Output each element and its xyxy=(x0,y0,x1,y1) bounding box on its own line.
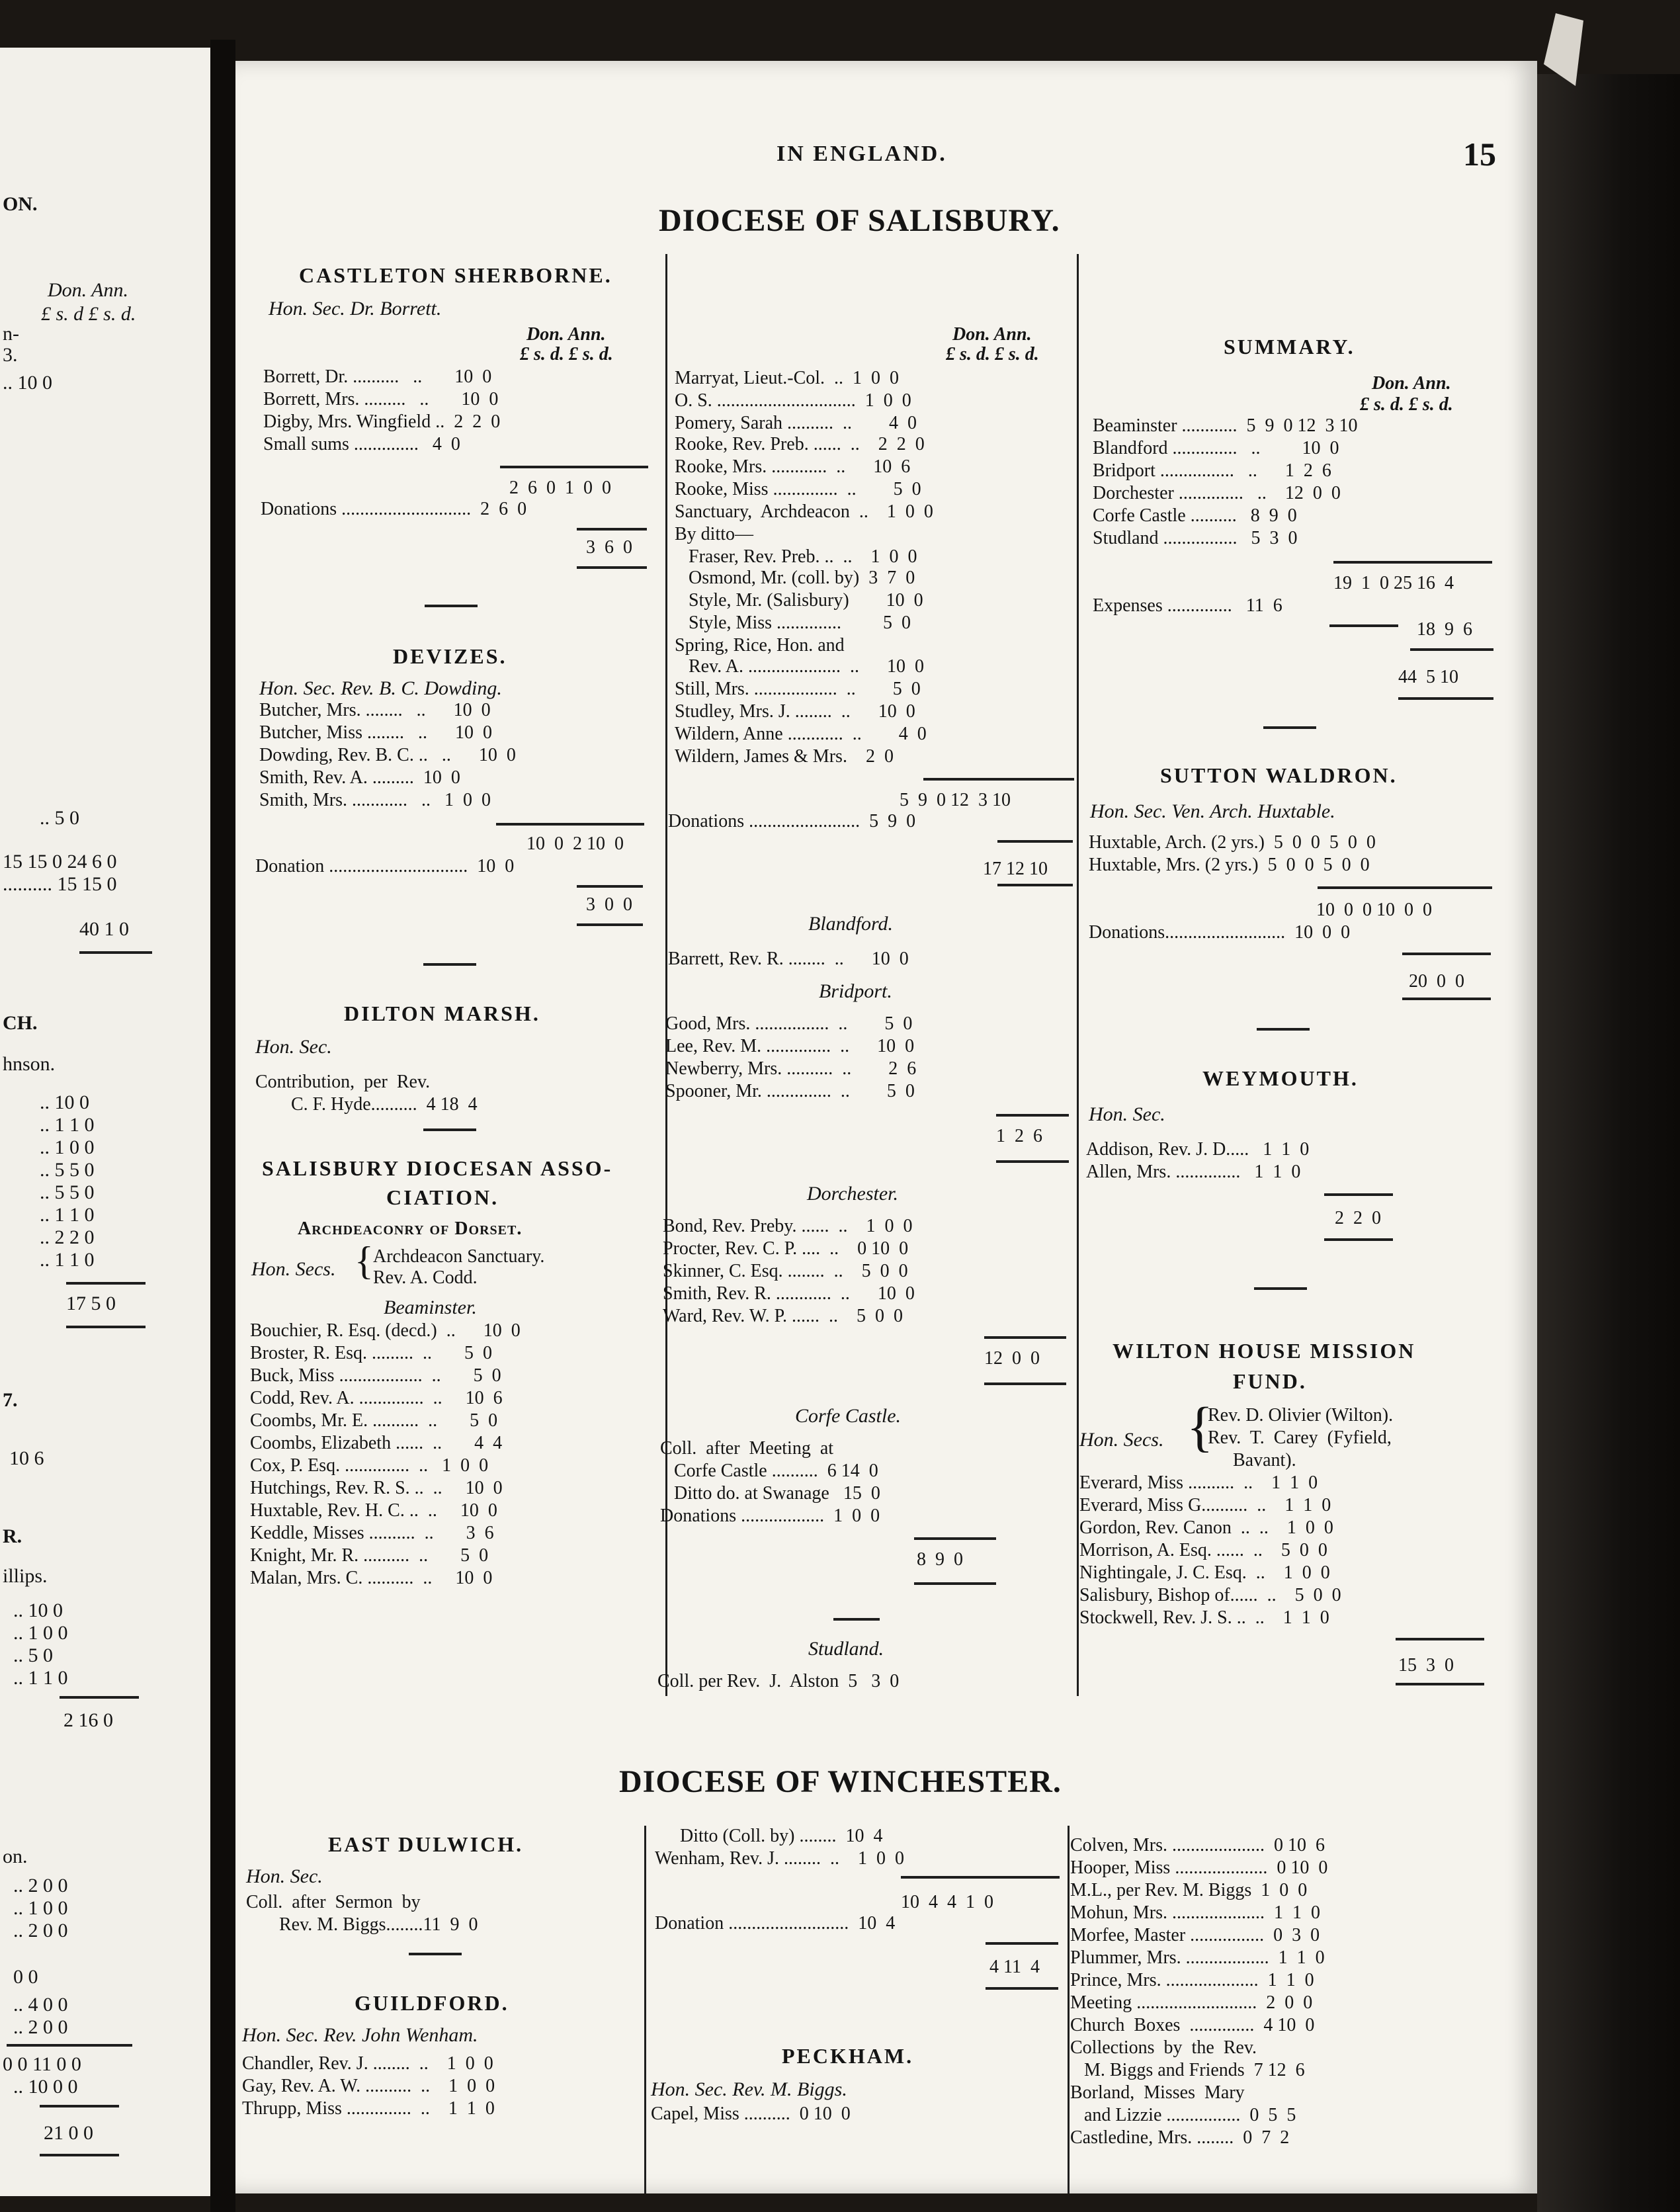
prev-fragment: .. 1 0 0 xyxy=(13,1897,68,1919)
entry-row: Gay, Rev. A. W. .......... .. 1 0 0 xyxy=(242,2076,495,2096)
entry-row: Castledine, Mrs. ........ 0 7 2 xyxy=(1070,2127,1290,2148)
entry-row: Wildern, James & Mrs. 2 0 xyxy=(675,746,894,767)
prev-fragment: 17 5 0 xyxy=(66,1293,116,1314)
donations-row: Donations.......................... 10 0 0 xyxy=(1089,922,1351,943)
entry-row: Butcher, Miss ........ .. 10 0 xyxy=(259,722,492,743)
entry-row: Addison, Rev. J. D..... 1 1 0 xyxy=(1086,1139,1310,1160)
entry-row: Spring, Rice, Hon. and xyxy=(675,635,845,656)
prev-fragment: .. 2 0 0 xyxy=(13,1875,68,1896)
prev-fragment: 10 6 xyxy=(9,1447,44,1469)
entry-row: Dowding, Rev. B. C. .. .. 10 0 xyxy=(259,745,516,765)
entry-row: Broster, R. Esq. ......... .. 5 0 xyxy=(250,1343,492,1363)
entry-row: Butcher, Mrs. ........ .. 10 0 xyxy=(259,700,491,720)
entry-row: Rooke, Miss .............. .. 5 0 xyxy=(675,479,921,499)
prev-fragment: illips. xyxy=(3,1565,48,1587)
diocese-salisbury-title: DIOCESE OF SALISBURY. xyxy=(659,203,1060,238)
prev-fragment: .. 10 0 0 xyxy=(13,2076,78,2098)
total: 2 2 0 xyxy=(1335,1208,1381,1228)
entry-row: and Lizzie ................ 0 5 5 xyxy=(1070,2105,1296,2125)
book-gutter xyxy=(210,40,235,2212)
entry-row: Meeting .......................... 2 0 0 xyxy=(1070,1992,1313,2013)
total: 3 0 0 xyxy=(586,894,632,915)
entry-row: Hutchings, Rev. R. S. .. .. 10 0 xyxy=(250,1478,503,1498)
subsection-head: Dorchester. xyxy=(807,1183,899,1205)
entry-row: Contribution, per Rev. xyxy=(255,1072,431,1092)
column-header: £ s. d. £ s. d. xyxy=(520,344,613,364)
entry-row: Prince, Mrs. .................... 1 1 0 xyxy=(1070,1970,1314,1990)
entry-row: Gordon, Rev. Canon .. .. 1 0 0 xyxy=(1079,1517,1333,1538)
hon-secs-label: Hon. Secs. xyxy=(1079,1429,1164,1451)
page-number: 15 xyxy=(1463,136,1496,173)
prev-fragment: 40 1 0 xyxy=(79,918,129,940)
subtotal: 2 6 0 1 0 0 xyxy=(509,478,611,498)
total: 4 11 4 xyxy=(989,1957,1040,1977)
hon-sec: Hon. Sec. Rev. B. C. Dowding. xyxy=(259,677,502,699)
entry-row: Marryat, Lieut.-Col. .. 1 0 0 xyxy=(675,368,900,388)
entry-row: Everard, Miss .......... .. 1 1 0 xyxy=(1079,1472,1318,1493)
diocese-winchester-title: DIOCESE OF WINCHESTER. xyxy=(619,1764,1062,1799)
total: 20 0 0 xyxy=(1409,971,1464,992)
entry-row: Skinner, C. Esq. ........ .. 5 0 0 xyxy=(663,1261,908,1281)
column-rule xyxy=(644,1826,646,2193)
entry-row: Corfe Castle .......... 8 9 0 xyxy=(1093,505,1297,526)
prev-fragment: hnson. xyxy=(3,1053,56,1075)
entry-row: Barrett, Rev. R. ........ .. 10 0 xyxy=(668,949,909,969)
prev-fragment: .. 5 5 0 xyxy=(40,1181,95,1203)
entry-row: Coll. per Rev. J. Alston 5 3 0 xyxy=(657,1671,900,1691)
prev-fragment: CH. xyxy=(3,1012,38,1034)
column-header: Don. Ann. xyxy=(1372,373,1451,394)
previous-page-fragment xyxy=(0,48,212,2196)
entry-row: Borrett, Mrs. ......... .. 10 0 xyxy=(263,389,499,409)
entry-row: Rev. M. Biggs........11 9 0 xyxy=(279,1914,478,1935)
hon-sec-name: Archdeacon Sanctuary. xyxy=(373,1246,545,1267)
entry-row: Studley, Mrs. J. ........ .. 10 0 xyxy=(675,701,915,722)
entry-row: Capel, Miss .......... 0 10 0 xyxy=(651,2104,851,2124)
subtotal: 10 0 2 10 0 xyxy=(526,833,624,854)
prev-fragment: .. 1 1 0 xyxy=(40,1204,95,1226)
section-title: GUILDFORD. xyxy=(355,1991,509,2015)
entry-row: M. Biggs and Friends 7 12 6 xyxy=(1070,2060,1305,2080)
donation-row: Donation .......................... 10 4 xyxy=(655,1913,896,1934)
entry-row: C. F. Hyde.......... 4 18 4 xyxy=(291,1094,478,1115)
section-title: FUND. xyxy=(1233,1369,1307,1393)
prev-fragment: .. 2 0 0 xyxy=(13,1920,68,1941)
entry-row: Osmond, Mr. (coll. by) 3 7 0 xyxy=(675,568,915,588)
total: 17 12 10 xyxy=(983,859,1048,879)
prev-fragment: 7. xyxy=(3,1389,18,1411)
subtotal: 5 9 0 12 3 10 xyxy=(900,790,1011,810)
prev-fragment: .. 1 1 0 xyxy=(40,1114,95,1136)
subtotal: 10 0 0 10 0 0 xyxy=(1316,900,1432,920)
entry-row: Small sums .............. 4 0 xyxy=(263,434,460,454)
entry-row: Bouchier, R. Esq. (decd.) .. 10 0 xyxy=(250,1320,521,1341)
prev-fragment: 3. xyxy=(3,344,18,366)
entry-row: Corfe Castle .......... 6 14 0 xyxy=(660,1461,878,1481)
entry-row: Coll. after Sermon by xyxy=(246,1892,421,1912)
prev-fragment: n- xyxy=(3,323,19,345)
net-total: 18 9 6 xyxy=(1417,619,1472,640)
donation-row: Donation .............................. 10 0 xyxy=(255,856,515,876)
section-title: EAST DULWICH. xyxy=(328,1832,524,1856)
entry-row: Bond, Rev. Preby. ...... .. 1 0 0 xyxy=(663,1216,913,1236)
section-title: DILTON MARSH. xyxy=(344,1001,540,1025)
donations-row: Donations ............................ 2 6 0 xyxy=(261,499,527,519)
hon-sec: Hon. Sec. Dr. Borrett. xyxy=(269,298,442,319)
hon-sec: Hon. Sec. xyxy=(246,1865,323,1887)
entry-row: Morfee, Master ................ 0 3 0 xyxy=(1070,1925,1320,1945)
entry-row: Rooke, Rev. Preb. ...... .. 2 2 0 xyxy=(675,434,925,454)
subsection-head: Corfe Castle. xyxy=(795,1405,902,1427)
prev-fragment: .......... 15 15 0 xyxy=(3,873,117,895)
entry-row: Keddle, Misses .......... .. 3 6 xyxy=(250,1523,494,1543)
entry-row: Knight, Mr. R. .......... .. 5 0 xyxy=(250,1545,489,1566)
total: 44 5 10 xyxy=(1398,667,1458,687)
column-header: £ s. d. £ s. d. xyxy=(946,344,1039,364)
section-title: CASTLETON SHERBORNE. xyxy=(299,263,612,287)
prev-fragment: 0 0 11 0 0 xyxy=(3,2053,81,2075)
hon-sec: Hon. Sec. xyxy=(255,1036,332,1058)
section-title: SALISBURY DIOCESAN ASSO- xyxy=(262,1156,613,1180)
entry-row: Sanctuary, Archdeacon .. 1 0 0 xyxy=(675,501,933,522)
entry-row: Cox, P. Esq. .............. .. 1 0 0 xyxy=(250,1455,489,1476)
hon-sec: Hon. Sec. Ven. Arch. Huxtable. xyxy=(1090,800,1335,822)
book-page-edge xyxy=(1537,74,1680,2212)
prev-fragment: .. 5 0 xyxy=(13,1644,53,1666)
prev-fragment: £ s. d £ s. d. xyxy=(41,303,136,325)
prev-fragment: .. 10 0 xyxy=(40,1091,89,1113)
entry-row: Malan, Mrs. C. .......... .. 10 0 xyxy=(250,1568,493,1588)
entry-row: Bridport ................ .. 1 2 6 xyxy=(1093,460,1331,481)
expenses-row: Expenses .............. 11 6 xyxy=(1093,595,1282,616)
hon-sec-name: Bavant). xyxy=(1233,1450,1296,1470)
section-title: WEYMOUTH. xyxy=(1202,1066,1359,1090)
entry-row: Procter, Rev. C. P. .... .. 0 10 0 xyxy=(663,1238,909,1259)
entry-row: Studland ................ 5 3 0 xyxy=(1093,528,1298,548)
entry-row: Pomery, Sarah .......... .. 4 0 xyxy=(675,413,917,433)
entry-row: Nightingale, J. C. Esq. .. 1 0 0 xyxy=(1079,1562,1330,1583)
entry-row: Fraser, Rev. Preb. .. .. 1 0 0 xyxy=(675,546,917,567)
brace: { xyxy=(1187,1396,1214,1458)
entry-row: Smith, Mrs. ............ .. 1 0 0 xyxy=(259,790,491,810)
entry-row: By ditto— xyxy=(675,524,754,544)
entry-row: Coombs, Elizabeth ...... .. 4 4 xyxy=(250,1433,503,1453)
prev-fragment: 2 16 0 xyxy=(63,1709,113,1731)
prev-fragment: .. 1 1 0 xyxy=(40,1249,95,1271)
entry-row: Style, Miss .............. 5 0 xyxy=(675,613,911,633)
prev-fragment: .. 1 0 0 xyxy=(13,1622,68,1644)
column-header: Don. Ann. xyxy=(952,324,1032,345)
entry-row: Ditto do. at Swanage 15 0 xyxy=(660,1483,880,1504)
entry-row: Digby, Mrs. Wingfield .. 2 2 0 xyxy=(263,411,501,432)
prev-fragment: .. 10 0 xyxy=(13,1599,63,1621)
hon-sec-name: Rev. A. Codd. xyxy=(373,1267,478,1288)
hon-sec: Hon. Sec. Rev. John Wenham. xyxy=(242,2024,478,2046)
entry-row: Coll. after Meeting at xyxy=(660,1438,834,1459)
brace: { xyxy=(355,1239,374,1283)
entry-row: Borrett, Dr. .......... .. 10 0 xyxy=(263,366,492,387)
entry-row: Plummer, Mrs. .................. 1 1 0 xyxy=(1070,1947,1325,1968)
subsection-head: Studland. xyxy=(808,1638,884,1660)
entry-row: Still, Mrs. .................. .. 5 0 xyxy=(675,679,921,699)
prev-fragment: ON. xyxy=(3,193,38,215)
subtotal: 10 4 4 1 0 xyxy=(901,1892,993,1912)
hon-sec-name: Rev. T. Carey (Fyfield, xyxy=(1208,1427,1392,1448)
hon-secs-label: Hon. Secs. xyxy=(251,1258,336,1280)
archdeaconry-heading: Archdeaconry of Dorset. xyxy=(298,1218,523,1239)
column-rule xyxy=(1068,1826,1070,2193)
prev-fragment: .. 5 0 xyxy=(40,807,79,829)
section-title: SUMMARY. xyxy=(1224,335,1355,359)
entry-row: Everard, Miss G.......... .. 1 1 0 xyxy=(1079,1495,1331,1515)
section-title: PECKHAM. xyxy=(782,2044,914,2068)
entry-row: Salisbury, Bishop of...... .. 5 0 0 xyxy=(1079,1585,1341,1605)
page-15 xyxy=(235,61,1537,2193)
subsection-head: Blandford. xyxy=(808,913,894,935)
entry-row: Blandford .............. .. 10 0 xyxy=(1093,438,1339,458)
total: 3 6 0 xyxy=(586,537,632,558)
prev-fragment: on. xyxy=(3,1846,28,1867)
hon-sec: Hon. Sec. xyxy=(1089,1103,1165,1125)
running-title: IN ENGLAND. xyxy=(777,142,947,166)
entry-row: Allen, Mrs. .............. 1 1 0 xyxy=(1086,1162,1301,1182)
hon-sec: Hon. Sec. Rev. M. Biggs. xyxy=(651,2078,847,2100)
column-header: £ s. d. £ s. d. xyxy=(1360,394,1453,415)
column-rule xyxy=(1077,254,1079,1696)
entry-row: Buck, Miss .................. .. 5 0 xyxy=(250,1365,501,1386)
entry-row: Huxtable, Mrs. (2 yrs.) 5 0 0 5 0 0 xyxy=(1089,855,1370,875)
donations-row: Donations ........................ 5 9 0 xyxy=(668,811,916,831)
entry-row: Collections by the Rev. xyxy=(1070,2037,1257,2058)
entry-row: Codd, Rev. A. .............. .. 10 6 xyxy=(250,1388,503,1408)
prev-fragment: 0 0 xyxy=(13,1966,38,1988)
section-title: DEVIZES. xyxy=(393,644,507,668)
prev-fragment: .. 2 0 0 xyxy=(13,2016,68,2038)
section-title: CIATION. xyxy=(386,1185,499,1209)
entry-row: Wenham, Rev. J. ........ .. 1 0 0 xyxy=(655,1848,905,1869)
entry-row: Thrupp, Miss .............. .. 1 1 0 xyxy=(242,2098,495,2119)
entry-row: Lee, Rev. M. .............. .. 10 0 xyxy=(665,1036,915,1056)
prev-fragment: .. 1 1 0 xyxy=(13,1667,68,1689)
prev-fragment: .. 1 0 0 xyxy=(40,1136,95,1158)
entry-row: Chandler, Rev. J. ........ .. 1 0 0 xyxy=(242,2053,493,2074)
section-title: WILTON HOUSE MISSION xyxy=(1113,1339,1416,1363)
entry-row: Wildern, Anne ............ .. 4 0 xyxy=(675,724,927,744)
subsection-head: Beaminster. xyxy=(384,1297,477,1318)
prev-fragment: .. 2 2 0 xyxy=(40,1226,95,1248)
hon-sec-name: Rev. D. Olivier (Wilton). xyxy=(1208,1405,1394,1425)
entry-row: Donations .................. 1 0 0 xyxy=(660,1506,880,1526)
subtotal: 19 1 0 25 16 4 xyxy=(1333,573,1454,593)
entry-row: Ditto (Coll. by) ........ 10 4 xyxy=(680,1826,883,1846)
entry-row: O. S. .............................. 1 0 0 xyxy=(675,390,911,411)
entry-row: Dorchester .............. .. 12 0 0 xyxy=(1093,483,1341,503)
entry-row: Rev. A. .................... .. 10 0 xyxy=(675,656,924,677)
entry-row: Newberry, Mrs. .......... .. 2 6 xyxy=(665,1058,917,1079)
column-header: Don. Ann. xyxy=(526,324,606,345)
entry-row: Coombs, Mr. E. .......... .. 5 0 xyxy=(250,1410,498,1431)
entry-row: Style, Mr. (Salisbury) 10 0 xyxy=(675,590,923,611)
entry-row: Mohun, Mrs. .................... 1 1 0 xyxy=(1070,1902,1321,1923)
total: 12 0 0 xyxy=(984,1348,1040,1369)
entry-row: Ward, Rev. W. P. ...... .. 5 0 0 xyxy=(663,1306,903,1326)
prev-fragment: Don. Ann. xyxy=(48,279,128,301)
entry-row: Spooner, Mr. .............. .. 5 0 xyxy=(665,1081,915,1101)
prev-fragment: 21 0 0 xyxy=(44,2122,93,2144)
entry-row: Beaminster ............ 5 9 0 12 3 10 xyxy=(1093,415,1358,436)
prev-fragment: R. xyxy=(3,1525,22,1547)
subsection-head: Bridport. xyxy=(819,980,892,1002)
entry-row: Good, Mrs. ................ .. 5 0 xyxy=(665,1013,913,1034)
entry-row: Huxtable, Arch. (2 yrs.) 5 0 0 5 0 0 xyxy=(1089,832,1376,853)
entry-row: Smith, Rev. R. ............ .. 10 0 xyxy=(663,1283,915,1304)
entry-row: Colven, Mrs. .................... 0 10 6 xyxy=(1070,1835,1325,1855)
entry-row: Huxtable, Rev. H. C. .. .. 10 0 xyxy=(250,1500,497,1521)
entry-row: Church Boxes .............. 4 10 0 xyxy=(1070,2015,1315,2035)
total: 1 2 6 xyxy=(996,1126,1042,1146)
section-title: SUTTON WALDRON. xyxy=(1160,763,1398,787)
entry-row: Borland, Misses Mary xyxy=(1070,2082,1245,2103)
entry-row: Stockwell, Rev. J. S. .. .. 1 1 0 xyxy=(1079,1607,1329,1628)
prev-fragment: 15 15 0 24 6 0 xyxy=(3,851,117,872)
entry-row: Hooper, Miss .................... 0 10 0 xyxy=(1070,1857,1328,1878)
prev-fragment: .. 10 0 xyxy=(3,372,52,394)
entry-row: Smith, Rev. A. ......... 10 0 xyxy=(259,767,460,788)
entry-row: M.L., per Rev. M. Biggs 1 0 0 xyxy=(1070,1880,1308,1900)
entry-row: Morrison, A. Esq. ...... .. 5 0 0 xyxy=(1079,1540,1327,1560)
prev-fragment: .. 5 5 0 xyxy=(40,1159,95,1181)
prev-fragment: .. 4 0 0 xyxy=(13,1994,68,2016)
total: 8 9 0 xyxy=(917,1549,963,1570)
entry-row: Rooke, Mrs. ............ .. 10 6 xyxy=(675,456,911,477)
total: 15 3 0 xyxy=(1398,1655,1454,1676)
